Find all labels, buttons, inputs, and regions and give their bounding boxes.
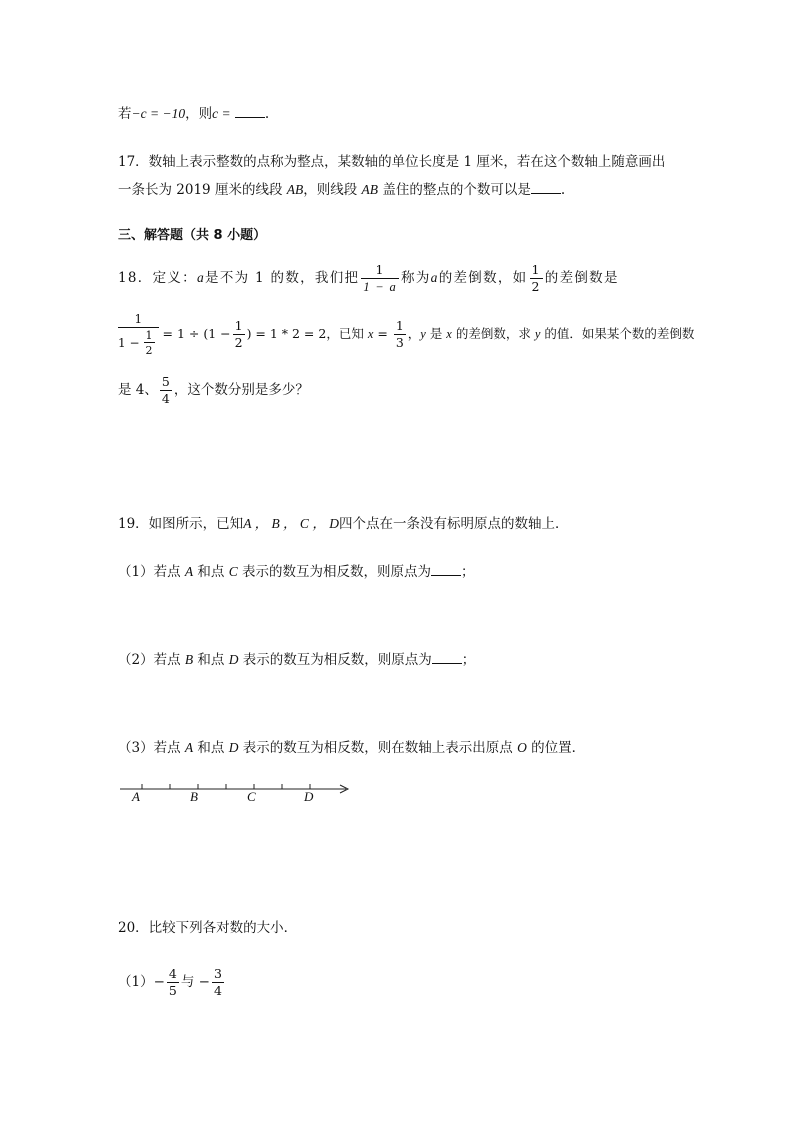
equation-c: c = <box>212 106 231 121</box>
answer-blank[interactable] <box>432 650 462 664</box>
equation-neg-c: −c = −10 <box>131 106 186 121</box>
section-title: 三、解答题（共 8 小题） <box>118 228 267 243</box>
axis-label-b: B <box>190 789 198 804</box>
axis-label-c: C <box>247 789 256 804</box>
answer-blank[interactable] <box>235 104 265 118</box>
q17-line-2: 一条长为 2019 厘米的线段 AB，则线段 AB 盖住的整点的个数可以是 . <box>118 182 566 198</box>
nested-fraction: 1 1 − $\frac{1}{2}$ <box>118 312 159 357</box>
q17-line-1: 17．数轴上表示整数的点称为整点，某数轴的单位长度是 1 厘米，若在这个数轴上随意画出 <box>118 154 666 170</box>
q19-part-1: （1）若点 A 和点 C 表示的数互为相反数，则原点为 ； <box>118 564 475 580</box>
fraction-four-fifths: $\frac{4}{5}$ <box>168 966 177 998</box>
axis-label-d: D <box>304 789 314 804</box>
fraction-1-over-1-minus-a: $\frac{1}{1 - a}$ <box>363 262 398 294</box>
answer-blank[interactable] <box>431 562 461 576</box>
q18-line-1: 18．定义：a是不为 1 的数，我们把 $\frac{1}{1 - a}$ 称为a的差倒数，如 $\frac{1}{2}$ 的差倒数是 <box>118 262 619 294</box>
fraction-five-fourths: $\frac{5}{4}$ <box>161 374 170 406</box>
answer-blank[interactable] <box>531 180 561 194</box>
axis-label-a: A <box>132 789 140 804</box>
fraction-one-half: $\frac{1}{2}$ <box>531 262 541 294</box>
q19-part-2: （2）若点 B 和点 D 表示的数互为相反数，则原点为 ； <box>118 652 476 668</box>
q20-stem: 20．比较下列各对数的大小． <box>118 920 298 936</box>
q18-line-2: 1 1 − $\frac{1}{2}$ = 1 ÷ (1 − $\frac{1}{2}$ ) = 1 * 2 = 2，已知 x = $\frac{1}{3}$ ，y 是 x 的差倒数，求 y 的值．如果某个数的差倒数 <box>118 312 695 357</box>
q19-part-3: （3）若点 A 和点 D 表示的数互为相反数，则在数轴上表示出原点 O 的位置． <box>118 740 586 756</box>
q19-stem: 19．如图所示，已知A ， B ， C ， D四个点在一条没有标明原点的数轴上． <box>118 516 569 532</box>
q16-answer-line: 若−c = −10，则c = . <box>118 106 270 122</box>
fraction-three-fourths: $\frac{3}{4}$ <box>213 966 222 998</box>
q20-part-1: （1）− $\frac{4}{5}$ 与 − $\frac{3}{4}$ <box>118 966 222 998</box>
q18-line-3: 是 4、 $\frac{5}{4}$ ，这个数分别是多少？ <box>118 374 309 406</box>
number-line <box>118 778 358 808</box>
